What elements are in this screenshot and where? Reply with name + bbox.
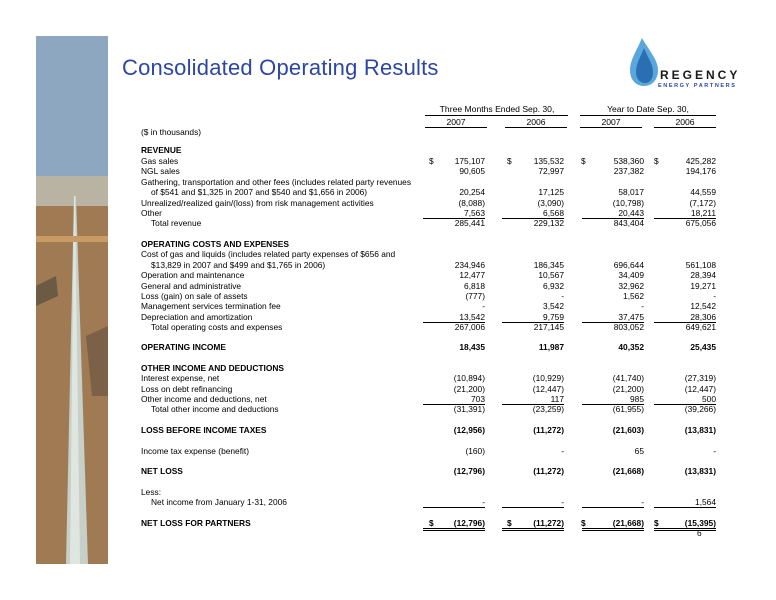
- value-cell: -: [641, 301, 644, 311]
- value-cell: 40,352: [618, 342, 644, 352]
- value-cell: (13,831): [684, 466, 716, 476]
- value-cell: (10,798): [612, 198, 644, 208]
- row-label: OTHER INCOME AND DEDUCTIONS: [141, 363, 284, 373]
- table-row: [141, 312, 716, 322]
- value-cell: (12,796): [453, 466, 485, 476]
- year-underline-1: [425, 127, 487, 128]
- table-row: [141, 363, 716, 373]
- logo-tagline: ENERGY PARTNERS: [658, 83, 737, 89]
- table-row: [141, 466, 716, 476]
- table-row: [141, 497, 716, 507]
- year-underline-2: [505, 127, 567, 128]
- value-cell: 538,360: [613, 156, 644, 166]
- value-cell: 18,211: [654, 208, 716, 219]
- value-cell: (15,395): [654, 518, 716, 531]
- value-cell: (10,929): [532, 373, 564, 383]
- value-cell: -: [561, 446, 564, 456]
- row-label: Income tax expense (benefit): [141, 446, 250, 456]
- table-row: [141, 270, 716, 280]
- value-cell: 58,017: [618, 187, 644, 197]
- value-cell: 425,282: [685, 156, 716, 166]
- value-cell: 90,605: [459, 166, 485, 176]
- value-cell: 10,567: [538, 270, 564, 280]
- table-row: [141, 487, 716, 497]
- value-cell: -: [561, 291, 564, 301]
- header-three-months: Three Months Ended Sep. 30,: [439, 104, 555, 114]
- value-cell: 217,145: [533, 322, 564, 332]
- year-col-4: 2006: [675, 117, 695, 127]
- value-cell: 267,006: [454, 322, 485, 332]
- year-col-1: 2007: [446, 117, 466, 127]
- value-cell: (3,090): [537, 198, 564, 208]
- value-cell: (27,319): [684, 373, 716, 383]
- value-cell: 696,644: [613, 260, 644, 270]
- value-cell: 44,559: [690, 187, 716, 197]
- value-cell: 843,404: [613, 218, 644, 228]
- value-cell: 34,409: [618, 270, 644, 280]
- header-divider-2: [580, 115, 716, 116]
- year-underline-4: [654, 127, 716, 128]
- value-cell: (12,956): [453, 425, 485, 435]
- value-cell: (7,172): [689, 198, 716, 208]
- pipeline-photo: [36, 36, 108, 564]
- value-cell: 117: [502, 394, 564, 405]
- table-row: [141, 322, 716, 332]
- table-row: [141, 281, 716, 291]
- table-row: [141, 446, 716, 456]
- dollar-sign: $: [581, 518, 586, 528]
- value-cell: 285,441: [454, 218, 485, 228]
- row-label: NGL sales: [141, 166, 180, 176]
- row-label: LOSS BEFORE INCOME TAXES: [141, 425, 267, 435]
- value-cell: (23,259): [532, 404, 564, 414]
- table-row: [141, 249, 716, 259]
- value-cell: (11,272): [533, 425, 564, 435]
- year-col-2: 2006: [526, 117, 546, 127]
- row-label: Cost of gas and liquids (includes related party expenses of $656 and: [141, 249, 396, 259]
- value-cell: (61,955): [612, 404, 644, 414]
- value-cell: 9,759: [502, 312, 564, 323]
- row-label: Total other income and deductions: [151, 404, 279, 414]
- row-label: Operation and maintenance: [141, 270, 245, 280]
- row-label: of $541 and $1,325 in 2007 and $540 and $1,656 in 2006): [151, 187, 368, 197]
- value-cell: 6,932: [543, 281, 564, 291]
- value-cell: (777): [465, 291, 485, 301]
- row-label: OPERATING INCOME: [141, 342, 226, 352]
- value-cell: 65: [634, 446, 644, 456]
- page-number: 6: [697, 528, 702, 538]
- value-cell: 13,542: [423, 312, 485, 323]
- value-cell: 194,176: [685, 166, 716, 176]
- header-divider-1: [425, 115, 568, 116]
- table-row: [141, 404, 716, 414]
- table-row: [141, 291, 716, 301]
- value-cell: 18,435: [459, 342, 485, 352]
- value-cell: -: [713, 291, 716, 301]
- table-row: [141, 218, 716, 228]
- table-row: [141, 384, 716, 394]
- value-cell: 135,532: [533, 156, 564, 166]
- value-cell: (21,200): [612, 384, 644, 394]
- value-cell: 25,435: [690, 342, 716, 352]
- dollar-sign: $: [654, 518, 659, 528]
- value-cell: (11,272): [533, 466, 564, 476]
- pipeline-illustration: [36, 36, 108, 564]
- row-label: Net income from January 1-31, 2006: [151, 497, 287, 507]
- table-row: [141, 425, 716, 435]
- value-cell: 12,542: [690, 301, 716, 311]
- row-label: Gas sales: [141, 156, 179, 166]
- row-label: Loss (gain) on sale of assets: [141, 291, 248, 301]
- value-cell: -: [713, 446, 716, 456]
- row-label: Interest expense, net: [141, 373, 220, 383]
- row-label: NET LOSS FOR PARTNERS: [141, 518, 251, 528]
- value-cell: 11,987: [538, 342, 564, 352]
- value-cell: 1,564: [654, 497, 716, 508]
- dollar-sign: $: [654, 156, 659, 166]
- table-row: [141, 260, 716, 270]
- table-row: [141, 394, 716, 404]
- row-label: NET LOSS: [141, 466, 183, 476]
- dollar-sign: $: [429, 518, 434, 528]
- row-label: General and administrative: [141, 281, 242, 291]
- value-cell: (11,272): [502, 518, 564, 531]
- row-label: OPERATING COSTS AND EXPENSES: [141, 239, 289, 249]
- value-cell: 6,568: [502, 208, 564, 219]
- table-row: [141, 187, 716, 197]
- value-cell: -: [582, 497, 644, 508]
- row-label: Other: [141, 208, 162, 218]
- row-label: Less:: [141, 487, 162, 497]
- value-cell: (41,740): [612, 373, 644, 383]
- row-label: Other income and deductions, net: [141, 394, 267, 404]
- value-cell: 28,306: [654, 312, 716, 323]
- value-cell: 675,056: [685, 218, 716, 228]
- table-row: [141, 198, 716, 208]
- table-row: [141, 177, 716, 187]
- value-cell: (21,200): [453, 384, 485, 394]
- dollar-sign: $: [507, 518, 512, 528]
- value-cell: 6,818: [464, 281, 485, 291]
- value-cell: 175,107: [454, 156, 485, 166]
- value-cell: 229,132: [533, 218, 564, 228]
- row-label: $13,829 in 2007 and $499 and $1,765 in 2006): [151, 260, 326, 270]
- value-cell: (160): [465, 446, 485, 456]
- value-cell: 1,562: [623, 291, 644, 301]
- value-cell: (10,894): [453, 373, 485, 383]
- value-cell: (12,447): [532, 384, 564, 394]
- value-cell: 28,394: [690, 270, 716, 280]
- value-cell: 985: [582, 394, 644, 405]
- page-title: Consolidated Operating Results: [122, 55, 439, 80]
- value-cell: -: [423, 497, 485, 508]
- value-cell: 12,477: [459, 270, 485, 280]
- value-cell: 17,125: [538, 187, 564, 197]
- table-row: [141, 239, 716, 249]
- year-underline-3: [580, 127, 642, 128]
- table-row: [141, 518, 716, 528]
- value-cell: (21,603): [612, 425, 644, 435]
- value-cell: 649,621: [685, 322, 716, 332]
- table-row: [141, 166, 716, 176]
- table-row: [141, 156, 716, 166]
- table-row: [141, 373, 716, 383]
- value-cell: 19,271: [690, 281, 716, 291]
- table-row: [141, 208, 716, 218]
- value-cell: 500: [654, 394, 716, 405]
- row-label: Gathering, transportation and other fees (includes related party revenues: [141, 177, 412, 187]
- row-label: REVENUE: [141, 145, 182, 155]
- value-cell: (12,796): [423, 518, 485, 531]
- value-cell: (13,831): [684, 425, 716, 435]
- value-cell: 32,962: [618, 281, 644, 291]
- value-cell: 20,443: [582, 208, 644, 219]
- value-cell: (39,266): [684, 404, 716, 414]
- value-cell: (21,668): [612, 466, 644, 476]
- table-row: [141, 145, 716, 155]
- value-cell: (31,391): [453, 404, 485, 414]
- value-cell: (21,668): [582, 518, 644, 531]
- value-cell: -: [482, 301, 485, 311]
- row-label: Management services termination fee: [141, 301, 281, 311]
- value-cell: 703: [423, 394, 485, 405]
- row-label: Unrealized/realized gain/(loss) from risk management activities: [141, 198, 374, 208]
- dollar-sign: $: [507, 156, 512, 166]
- row-label: Depreciation and amortization: [141, 312, 253, 322]
- year-col-3: 2007: [601, 117, 621, 127]
- value-cell: 7,563: [423, 208, 485, 219]
- value-cell: 234,946: [454, 260, 485, 270]
- value-cell: 561,108: [685, 260, 716, 270]
- units-note: ($ in thousands): [141, 127, 202, 137]
- row-label: Total revenue: [151, 218, 202, 228]
- table-row: [141, 342, 716, 352]
- logo-wordmark: REGENCY: [660, 68, 741, 82]
- value-cell: 37,475: [582, 312, 644, 323]
- dollar-sign: $: [429, 156, 434, 166]
- value-cell: -: [502, 497, 564, 508]
- value-cell: 72,997: [538, 166, 564, 176]
- value-cell: 237,382: [613, 166, 644, 176]
- value-cell: 20,254: [459, 187, 485, 197]
- row-label: Loss on debt refinancing: [141, 384, 233, 394]
- header-year-to-date: Year to Date Sep. 30,: [607, 104, 689, 114]
- row-label: Total operating costs and expenses: [151, 322, 283, 332]
- value-cell: (12,447): [684, 384, 716, 394]
- value-cell: 186,345: [533, 260, 564, 270]
- value-cell: 3,542: [543, 301, 564, 311]
- dollar-sign: $: [581, 156, 586, 166]
- value-cell: 803,052: [613, 322, 644, 332]
- table-row: [141, 301, 716, 311]
- value-cell: (8,088): [458, 198, 485, 208]
